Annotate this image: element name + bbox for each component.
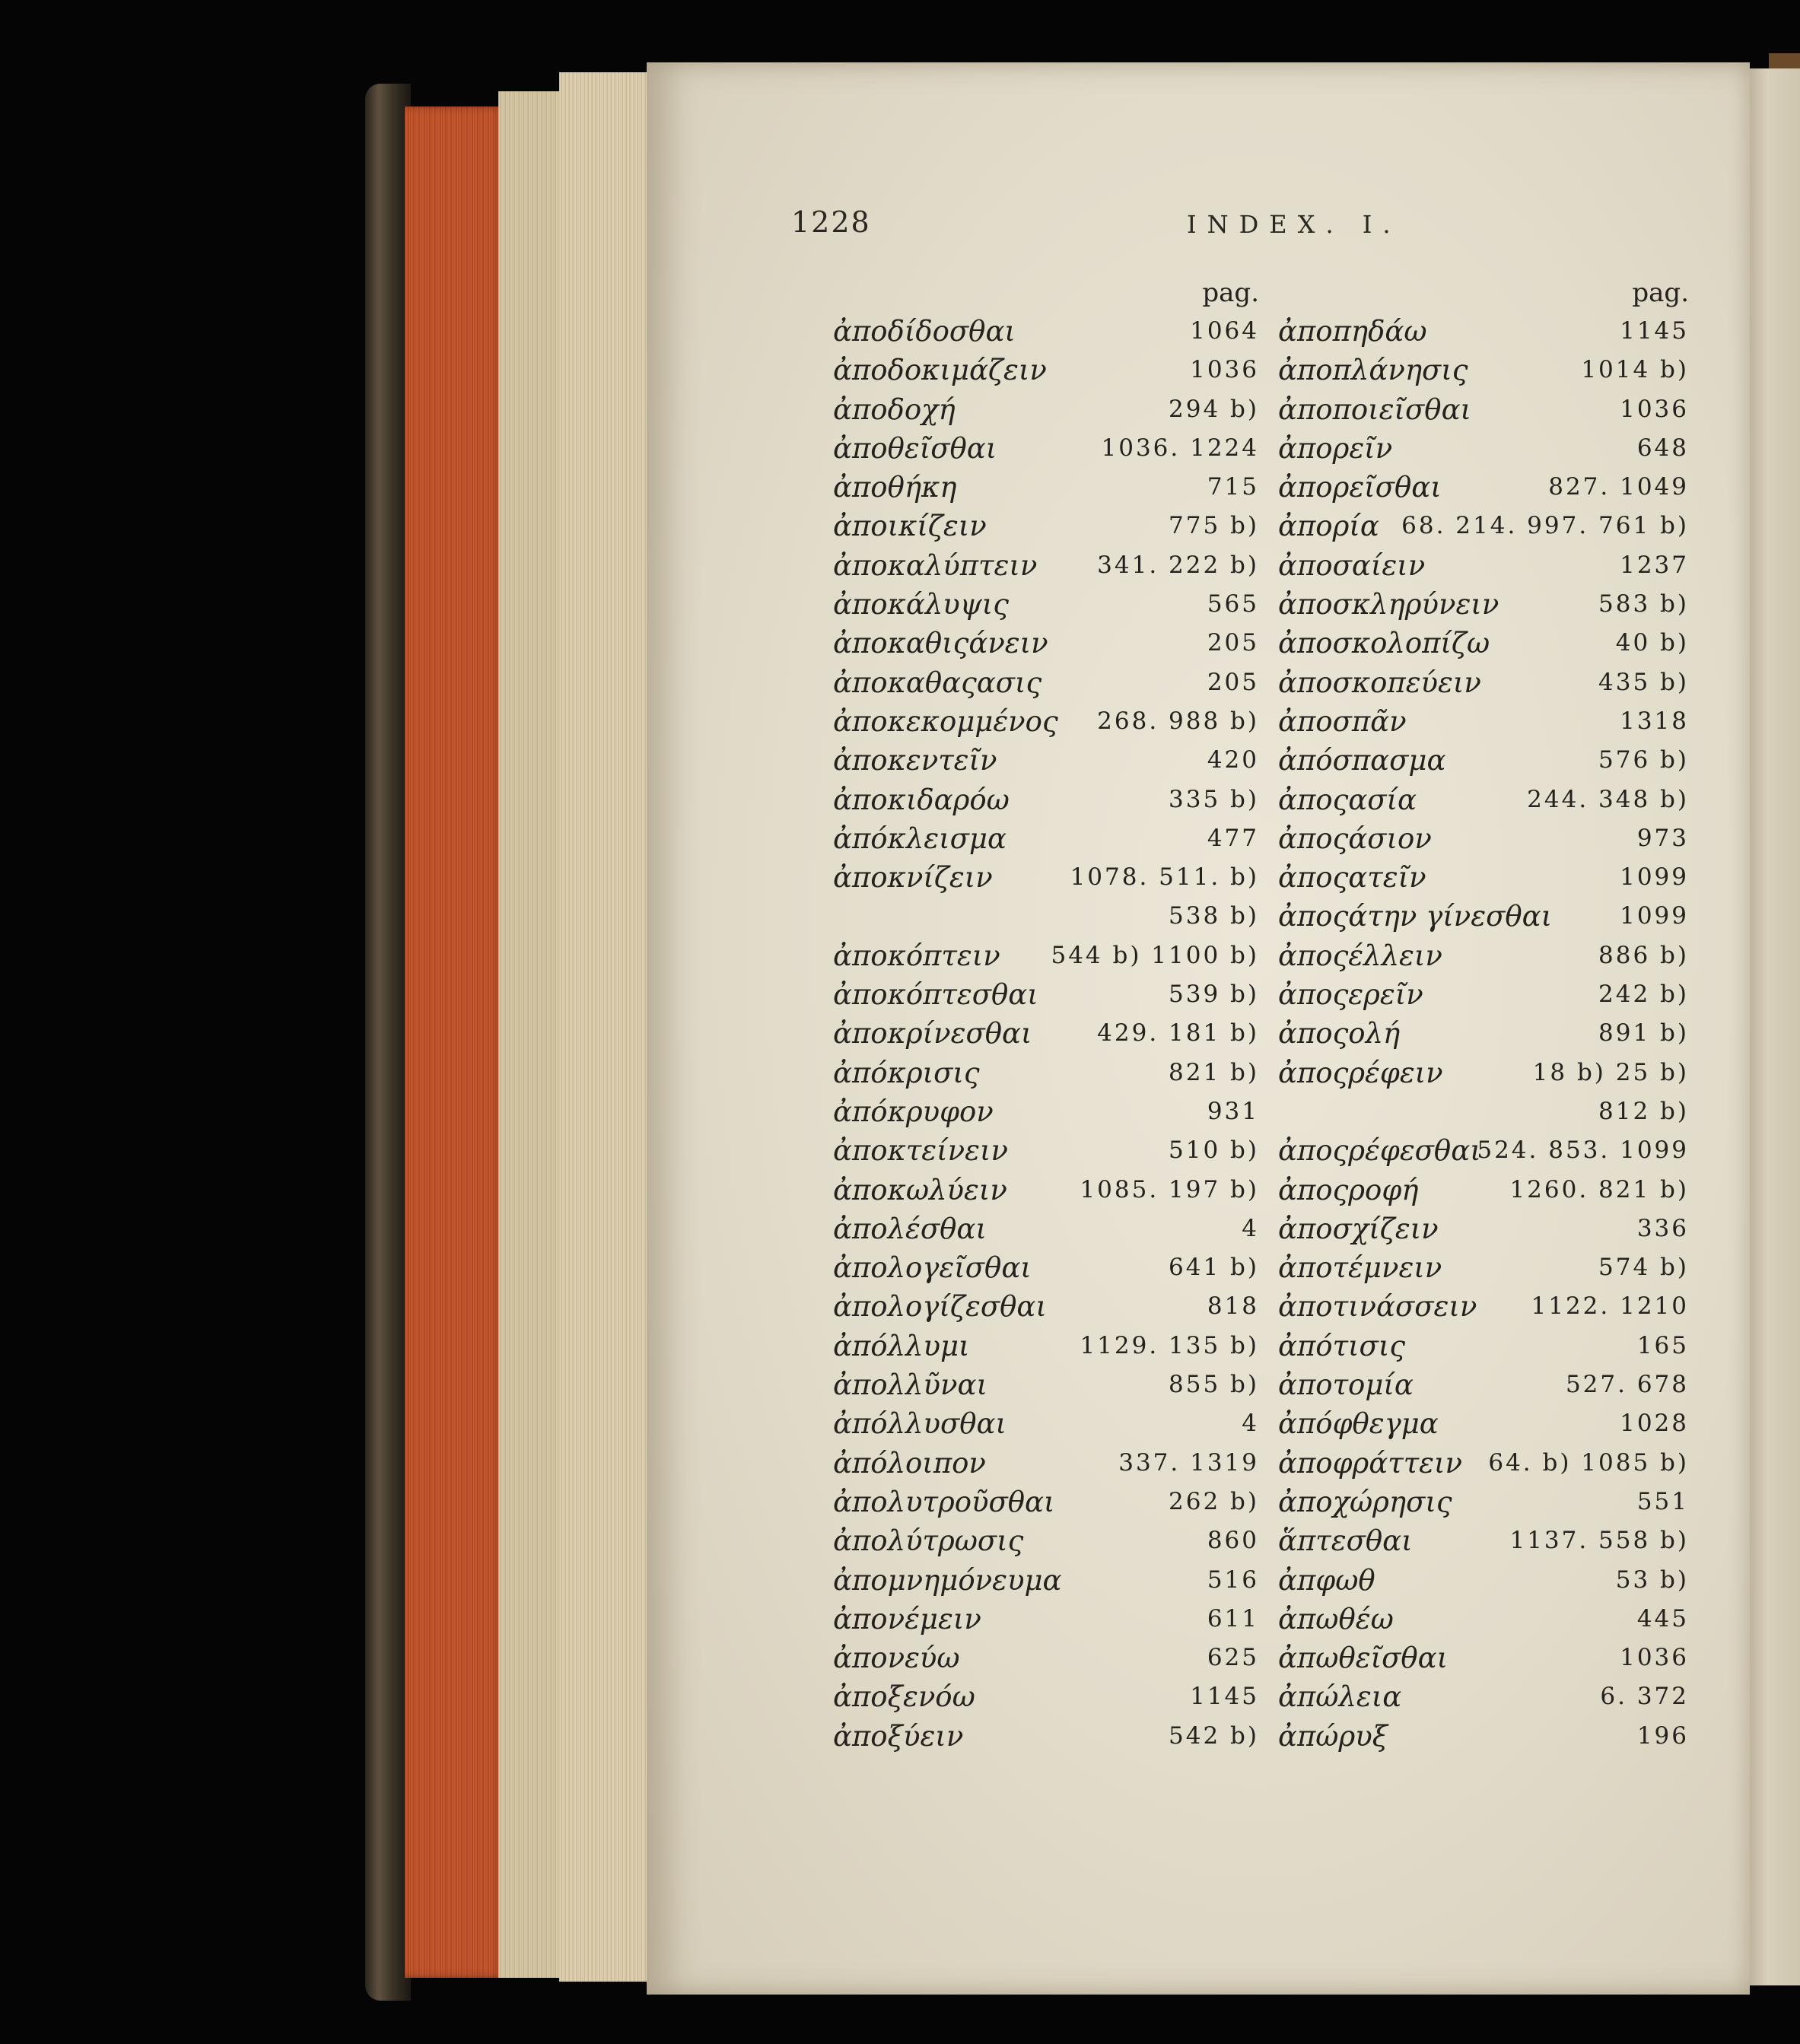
index-entry	[833, 1639, 1259, 1677]
index-term: ἀποκιδαρόω	[833, 783, 1010, 816]
index-entry	[833, 819, 1259, 858]
index-term: ἀποσχίζειν	[1278, 1212, 1439, 1245]
index-term: ἀποδοχή	[833, 393, 956, 426]
index-entry	[833, 1521, 1259, 1560]
page-reference: 625	[1207, 1644, 1259, 1672]
index-entry	[833, 1404, 1259, 1443]
page-reference: 294 b)	[1169, 395, 1259, 423]
page-reference: 244. 348 b)	[1527, 785, 1689, 813]
index-entry	[1278, 1287, 1689, 1326]
index-entry	[833, 1014, 1259, 1053]
page-reference: 64. b) 1085 b)	[1488, 1448, 1689, 1477]
index-entry	[1278, 1639, 1689, 1677]
page-reference: 1036	[1620, 1644, 1689, 1672]
page-reference: 1064	[1190, 317, 1259, 345]
facing-page-tab	[1769, 53, 1800, 68]
page-reference: 583 b)	[1598, 590, 1689, 618]
page-reference: 539 b)	[1169, 981, 1259, 1009]
index-term: ἀποκτείνειν	[833, 1134, 1009, 1168]
index-term: ἀπολογίζεσθαι	[833, 1290, 1047, 1324]
page-reference: 715	[1207, 473, 1259, 501]
index-entry	[833, 1210, 1259, 1248]
index-entry	[1278, 897, 1689, 936]
index-term: ἀπονέμειν	[833, 1602, 981, 1636]
index-entry	[833, 1287, 1259, 1326]
index-term: ἀποςασία	[1278, 783, 1417, 816]
page-reference: 242 b)	[1598, 981, 1689, 1009]
page-header	[791, 205, 1742, 251]
index-term: ἀπώλεια	[1278, 1680, 1402, 1714]
index-entry	[833, 585, 1259, 624]
page-reference: 1260. 821 b)	[1509, 1175, 1689, 1203]
index-entry	[1278, 1131, 1689, 1170]
index-term: ἀποπλάνησις	[1278, 354, 1468, 387]
index-term: ἀποθεῖσθαι	[833, 431, 997, 465]
index-entry	[833, 1327, 1259, 1365]
index-term: ἀποςερεῖν	[1278, 978, 1423, 1012]
page-reference: 1085. 197 b)	[1080, 1175, 1259, 1203]
page-reference: 516	[1207, 1566, 1259, 1594]
page-reference: 821 b)	[1169, 1058, 1259, 1086]
index-term: ἀποκεντεῖν	[833, 744, 997, 777]
index-term: ἀποκόπτειν	[833, 939, 1000, 972]
index-term: ἀποςροφή	[1278, 1173, 1419, 1206]
index-term: ἀπόλοιπον	[833, 1446, 986, 1480]
page-edges-red	[405, 106, 504, 1978]
index-entry	[833, 1131, 1259, 1170]
page-reference: 886 b)	[1598, 941, 1689, 969]
page-reference: 931	[1207, 1097, 1259, 1125]
page-reference: 165	[1636, 1331, 1689, 1359]
index-term: ἀποχώρησις	[1278, 1485, 1452, 1518]
index-entry	[1278, 1717, 1689, 1756]
page-reference: 1036	[1190, 356, 1259, 384]
index-term: ἀπολογεῖσθαι	[833, 1251, 1032, 1285]
entry-list	[833, 312, 1259, 1756]
page-reference: 205	[1207, 668, 1259, 696]
index-entry	[833, 858, 1259, 897]
index-term: ἀποςολή	[1278, 1017, 1401, 1051]
index-entry	[1278, 1171, 1689, 1210]
running-title: INDEX. I.	[1187, 210, 1401, 239]
page-reference: 812 b)	[1598, 1097, 1689, 1125]
index-term: ἀποδίδοσθαι	[833, 315, 1016, 348]
page-reference: 420	[1207, 746, 1259, 774]
page-reference: 775 b)	[1169, 512, 1259, 540]
page-reference: 336	[1636, 1214, 1689, 1242]
page-reference: 524. 853. 1099	[1477, 1136, 1689, 1165]
index-term: ἀποφράττειν	[1278, 1446, 1463, 1480]
index-column-left	[833, 274, 1259, 1756]
page-reference: 435 b)	[1598, 668, 1689, 696]
index-term: ἀπορεῖν	[1278, 431, 1393, 465]
index-term: ἀποκνίζειν	[833, 861, 993, 895]
index-entry	[1278, 741, 1689, 780]
index-term: ἀποκάλυψις	[833, 588, 1010, 621]
index-entry	[1278, 663, 1689, 702]
index-term: ἀπόκλεισμα	[833, 822, 1007, 855]
index-entry	[1278, 819, 1689, 858]
index-entry	[1278, 1521, 1689, 1560]
index-term: ἀποποιεῖσθαι	[1278, 393, 1472, 426]
page-reference: 641 b)	[1169, 1254, 1259, 1282]
index-entry	[833, 1717, 1259, 1756]
page-reference: 341. 222 b)	[1097, 551, 1259, 579]
book-spine	[365, 84, 411, 2001]
page-reference: 1099	[1620, 863, 1689, 892]
index-term: ἅπτεσθαι	[1278, 1524, 1413, 1558]
page-reference: 1237	[1620, 551, 1689, 579]
facing-page-edge	[1746, 68, 1800, 1985]
index-entry	[1278, 1248, 1689, 1287]
index-entry	[833, 741, 1259, 780]
index-entry	[1278, 1365, 1689, 1404]
page-reference: 576 b)	[1598, 746, 1689, 774]
index-entry	[833, 1483, 1259, 1521]
index-term: ἀπόσπασμα	[1278, 744, 1446, 777]
page-reference: 445	[1636, 1604, 1689, 1632]
index-entry	[833, 468, 1259, 507]
index-term: ἀπορία	[1278, 510, 1379, 543]
index-term: ἀποςατεῖν	[1278, 861, 1426, 895]
page-reference: 4	[1242, 1410, 1259, 1438]
index-term: ἀπόλλυσθαι	[833, 1407, 1007, 1441]
index-entry	[833, 897, 1259, 936]
page-reference: 855 b)	[1169, 1371, 1259, 1399]
page-reference: 565	[1207, 590, 1259, 618]
index-term: ἀποτινάσσειν	[1278, 1290, 1477, 1324]
index-term: ἀπότισις	[1278, 1329, 1406, 1362]
index-entry	[1278, 1092, 1689, 1131]
page-reference: 53 b)	[1615, 1566, 1689, 1594]
index-entry	[833, 1600, 1259, 1639]
index-term: ἀποξενόω	[833, 1680, 975, 1714]
page-reference: 335 b)	[1169, 785, 1259, 813]
page-reference: 510 b)	[1169, 1136, 1259, 1165]
page-reference: 337. 1319	[1118, 1448, 1259, 1477]
index-term: ἀποςάτην γίνεσθαι	[1278, 900, 1553, 933]
page-reference: 860	[1207, 1527, 1259, 1555]
page-reference: 1014 b)	[1581, 356, 1689, 384]
index-entry	[1278, 312, 1689, 351]
index-term: ἀποκαθιςάνειν	[833, 627, 1048, 660]
index-entry	[833, 1444, 1259, 1483]
index-term: ἀπόκρυφον	[833, 1095, 994, 1128]
page-reference: 4	[1242, 1214, 1259, 1242]
index-term: ἀποξύειν	[833, 1719, 964, 1753]
index-entry	[833, 663, 1259, 702]
index-entry	[1278, 975, 1689, 1014]
index-term: ἀποτομία	[1278, 1368, 1414, 1402]
index-term: ἀπωθεῖσθαι	[1278, 1642, 1449, 1675]
index-term: ἀπωθέω	[1278, 1602, 1394, 1636]
index-term: ἀποκεκομμένος	[833, 704, 1058, 738]
index-entry	[833, 1248, 1259, 1287]
page-reference: 827. 1049	[1548, 473, 1689, 501]
index-entry	[833, 1092, 1259, 1131]
index-entry	[1278, 624, 1689, 663]
page-reference: 268. 988 b)	[1097, 707, 1259, 735]
index-entry	[833, 1054, 1259, 1092]
index-entry	[833, 1677, 1259, 1716]
index-entry	[1278, 390, 1689, 429]
index-entry	[1278, 507, 1689, 545]
index-term: ἀπφωθ	[1278, 1563, 1375, 1597]
index-term: ἀποσαίειν	[1278, 548, 1426, 582]
page-reference: 205	[1207, 629, 1259, 657]
index-term: ἀποθήκη	[833, 471, 957, 504]
index-term: ἀπόκρισις	[833, 1056, 980, 1089]
index-entry	[833, 936, 1259, 975]
index-entry	[833, 546, 1259, 585]
index-term: ἀπονεύω	[833, 1642, 960, 1675]
index-entry	[833, 390, 1259, 429]
index-term: ἀποκόπτεσθαι	[833, 978, 1038, 1012]
index-entry	[833, 1365, 1259, 1404]
page-reference: 544 b) 1100 b)	[1051, 941, 1259, 969]
index-term: ἀπολλῦναι	[833, 1368, 987, 1402]
index-term: ἀποσπᾶν	[1278, 704, 1407, 738]
index-term: ἀπολυτροῦσθαι	[833, 1485, 1055, 1518]
page-reference: 1122. 1210	[1531, 1292, 1689, 1321]
page-reference: 1145	[1620, 317, 1689, 345]
index-entry	[1278, 1444, 1689, 1483]
pag-label: pag.	[1632, 278, 1689, 308]
index-entry	[1278, 351, 1689, 389]
index-term: ἀποςέλλειν	[1278, 939, 1442, 972]
page-reference: 1078. 511. b)	[1070, 863, 1259, 892]
index-entry	[1278, 1677, 1689, 1716]
index-term: ἀποςρέφειν	[1278, 1056, 1443, 1089]
page-reference: 6. 372	[1600, 1683, 1689, 1711]
page-reference: 1028	[1620, 1410, 1689, 1438]
index-entry	[1278, 1561, 1689, 1600]
index-term: ἀπόφθεγμα	[1278, 1407, 1439, 1441]
index-entry	[1278, 936, 1689, 975]
index-entry	[833, 351, 1259, 389]
page-reference: 68. 214. 997. 761 b)	[1401, 512, 1689, 540]
page-reference: 551	[1636, 1487, 1689, 1515]
index-term: ἀποικίζειν	[833, 510, 987, 543]
page-reference: 262 b)	[1169, 1487, 1259, 1515]
index-column-right	[1278, 274, 1689, 1756]
index-entry	[1278, 780, 1689, 819]
entry-list	[1278, 312, 1689, 1756]
index-term: ἀποπηδάω	[1278, 315, 1427, 348]
index-term: ἀπολέσθαι	[833, 1212, 987, 1245]
index-term: ἀπομνημόνευμα	[833, 1563, 1062, 1597]
page-reference: 1137. 558 b)	[1509, 1527, 1689, 1555]
index-term: ἀποσκοπεύειν	[1278, 666, 1481, 699]
page-reference: 40 b)	[1615, 629, 1689, 657]
index-entry	[1278, 468, 1689, 507]
page-edges-stack-inner	[559, 72, 654, 1982]
index-term: ἀποκαλύπτειν	[833, 548, 1038, 582]
index-term: ἀπόλλυμι	[833, 1329, 970, 1362]
index-entry	[833, 429, 1259, 468]
page-reference: 429. 181 b)	[1097, 1019, 1259, 1047]
index-term: ἀπολύτρωσις	[833, 1524, 1024, 1558]
index-term: ἀπορεῖσθαι	[1278, 471, 1442, 504]
index-entry	[833, 975, 1259, 1014]
index-entry	[1278, 1600, 1689, 1639]
index-entry	[833, 312, 1259, 351]
index-entry	[1278, 1327, 1689, 1365]
index-term: ἀποτέμνειν	[1278, 1251, 1442, 1285]
index-entry	[1278, 702, 1689, 741]
page-reference: 648	[1636, 434, 1689, 462]
page-reference: 477	[1207, 824, 1259, 852]
page-reference: 1318	[1620, 707, 1689, 735]
page-reference: 1099	[1620, 902, 1689, 930]
page-reference: 538 b)	[1169, 902, 1259, 930]
pag-label: pag.	[1202, 278, 1259, 308]
index-entry	[1278, 1054, 1689, 1092]
index-entry	[1278, 1404, 1689, 1443]
index-entry	[1278, 429, 1689, 468]
page-reference: 574 b)	[1598, 1254, 1689, 1282]
page-reference: 18 b) 25 b)	[1532, 1058, 1689, 1086]
index-term: ἀποδοκιμάζειν	[833, 354, 1047, 387]
index-entry	[833, 780, 1259, 819]
index-entry	[1278, 546, 1689, 585]
index-entry	[1278, 858, 1689, 897]
index-entry	[1278, 585, 1689, 624]
index-term: ἀποκωλύειν	[833, 1173, 1007, 1206]
page-reference: 891 b)	[1598, 1019, 1689, 1047]
page-number: 1228	[791, 205, 871, 239]
index-entry	[1278, 1483, 1689, 1521]
page-reference: 542 b)	[1169, 1721, 1259, 1750]
index-entry	[833, 1171, 1259, 1210]
index-term: ἀποσκληρύνειν	[1278, 588, 1499, 621]
index-term: ἀποσκολοπίζω	[1278, 627, 1490, 660]
page-reference: 973	[1636, 824, 1689, 852]
index-entry	[833, 624, 1259, 663]
page-reference: 1129. 135 b)	[1080, 1331, 1259, 1359]
page-reference: 818	[1207, 1292, 1259, 1321]
page-reference: 527. 678	[1565, 1371, 1689, 1399]
index-term: ἀποςρέφεσθαι	[1278, 1134, 1481, 1168]
page-reference: 611	[1207, 1604, 1259, 1632]
index-term: ἀποςάσιον	[1278, 822, 1432, 855]
index-entry	[833, 507, 1259, 545]
index-term: ἀπώρυξ	[1278, 1719, 1388, 1753]
index-term: ἀποκρίνεσθαι	[833, 1017, 1032, 1051]
page-reference: 196	[1636, 1721, 1689, 1750]
index-term: ἀποκαθαςασις	[833, 666, 1042, 699]
index-entry	[1278, 1014, 1689, 1053]
page-reference: 1036. 1224	[1101, 434, 1259, 462]
index-entry	[833, 1561, 1259, 1600]
index-entry	[833, 702, 1259, 741]
page-reference: 1145	[1190, 1683, 1259, 1711]
index-entry	[1278, 1210, 1689, 1248]
page-reference: 1036	[1620, 395, 1689, 423]
